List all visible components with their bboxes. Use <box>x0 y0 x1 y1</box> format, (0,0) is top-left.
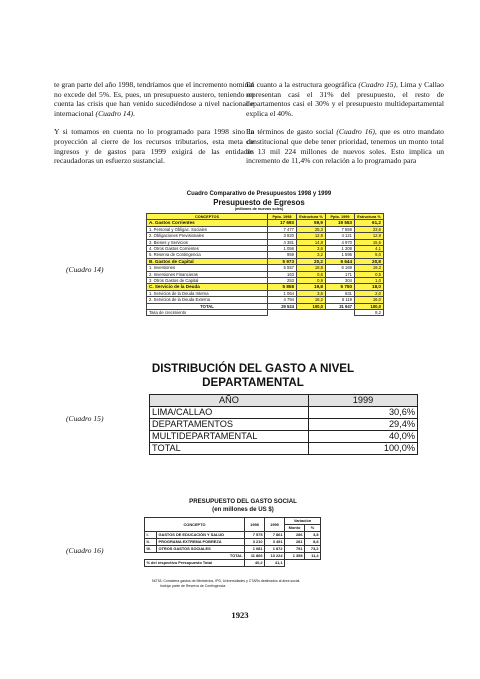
row-value: 5 557 <box>268 265 297 271</box>
row-label: 5. Reserva de Contingencia <box>147 252 268 258</box>
row-value: 1 872 <box>265 546 285 553</box>
row-value: 1 308 <box>326 246 355 252</box>
row-label: TOTAL <box>150 443 309 455</box>
column-header: Ppto. 1998 <box>268 214 297 220</box>
row-value: 23,6 <box>355 226 384 232</box>
row-value: 19,8 <box>297 284 326 290</box>
row-label: TOTAL <box>229 553 243 558</box>
table-header-row <box>150 395 418 407</box>
table-row <box>145 532 321 539</box>
column-header: CONCEPTO <box>145 518 245 532</box>
row-value: 14,8 <box>297 239 326 245</box>
row-label: PROGRAMA EXTREMA POBREZA <box>157 539 245 546</box>
row-value: 5 858 <box>268 284 297 290</box>
row-value: 5 973 <box>268 258 297 264</box>
row-value: 100,0 <box>355 303 384 309</box>
row-value: 18,0 <box>355 284 384 290</box>
row-value: 4 121 <box>326 233 355 239</box>
table-header-row <box>145 518 321 525</box>
row-label: A. Gastos Corrientes <box>147 220 268 226</box>
table-growth-row <box>147 310 384 316</box>
table-distribucion <box>149 394 418 455</box>
table-row <box>150 431 418 443</box>
row-label: Tasa de crecimiento <box>147 310 268 316</box>
table-total-row <box>145 553 321 560</box>
caption-cuadro-14: (Cuadro 14) <box>66 265 104 274</box>
column-header: 1998 <box>245 518 265 532</box>
row-value: 7 477 <box>268 226 297 232</box>
row-value: 1 358 <box>285 553 305 560</box>
row-value: 13 224 <box>265 553 285 560</box>
paragraph: te gran parte del año 1998, tendríamos que el incremento nominal no excede del 5%. Es, pues, un presupuesto austero, teniendo en cuenta las crisis que han venido sucediéndose a nivel nacional e internacional (Cuadro 14). <box>54 80 254 118</box>
row-value: 959 <box>268 252 297 258</box>
row-value: 12,9 <box>355 233 384 239</box>
row-label: TOTAL <box>147 303 268 309</box>
row-value: 41,1 <box>265 560 285 567</box>
row-value: 59,9 <box>297 220 326 226</box>
row-value: 6 644 <box>326 258 355 264</box>
row-value: 286 <box>285 532 305 539</box>
table14-unit: (millones de nuevos soles) <box>234 207 284 211</box>
table14-title: Cuadro Comparativo de Presupuestos 1998 y 1999 <box>186 191 332 197</box>
row-value: 3 210 <box>245 539 265 546</box>
row-value: 11 866 <box>245 553 265 560</box>
right-text-column <box>246 80 444 175</box>
table-row <box>150 443 418 455</box>
row-value: 20,2 <box>297 258 326 264</box>
row-number: III. <box>145 546 157 553</box>
row-value: 1 064 <box>268 290 297 296</box>
row-value: 2,0 <box>355 290 384 296</box>
row-value: 16,0 <box>355 297 384 303</box>
table14-subtitle: Presupuesto de Egresos <box>213 198 305 207</box>
row-value: 30,6% <box>309 407 418 419</box>
row-label: MULTIDEPARTAMENTAL <box>150 431 309 443</box>
table-row <box>145 539 321 546</box>
row-value: 3,6 <box>297 290 326 296</box>
row-value: 3,6 <box>297 246 326 252</box>
row-value: 0,9 <box>297 278 326 284</box>
column-header: Estructura % <box>355 214 384 220</box>
row-value: 0,6 <box>297 271 326 277</box>
row-label: C. Servicio de la Deuda <box>147 284 268 290</box>
row-value: 7 575 <box>245 532 265 539</box>
row-value: 5 119 <box>326 297 355 303</box>
row-value: 171 <box>326 271 355 277</box>
row-value: 7 861 <box>265 532 285 539</box>
row-number: I. <box>145 532 157 539</box>
row-value: 3 491 <box>265 539 285 546</box>
row-value: 163 <box>268 271 297 277</box>
row-value: 16,2 <box>297 297 326 303</box>
row-value: 1 595 <box>326 252 355 258</box>
page-number: 1923 <box>231 610 249 620</box>
row-value: 281 <box>285 539 305 546</box>
paragraph: En cuanto a la estructura geográfica (Cuadro 15), Lima y Callao representan casi el 31% del presupuesto, el resto de departamentos casi el 30% y el presupuesto multidepartamental explica el 40%. <box>246 80 444 118</box>
caption-cuadro-15: (Cuadro 15) <box>66 414 104 423</box>
paragraph: En términos de gasto social (Cuadro 16), que es otro mandato constitucional que debe tener prioridad, tenemos un monto total de 13 mil 224 millones de nuevos soles. Esto implica un incremento de 11,4% con relación a lo programado para <box>246 127 444 166</box>
row-value: 7 559 <box>326 226 355 232</box>
table-gasto-social <box>144 517 321 567</box>
row-value: 31 947 <box>326 303 355 309</box>
row-value: 4 794 <box>268 297 297 303</box>
row-value: 1,0 <box>355 278 384 284</box>
row-label: % del respectivo Presupuesto Total <box>145 560 245 567</box>
row-value: 3 820 <box>268 233 297 239</box>
row-value: 8,8 <box>305 539 321 546</box>
row-value: 19 553 <box>326 220 355 226</box>
row-label: 3. Bienes y Servicios <box>147 239 268 245</box>
caption-cuadro-16: (Cuadro 16) <box>66 546 104 555</box>
row-label: 1. Servicios de la Deuda Interna <box>147 290 268 296</box>
row-value: 253 <box>268 278 297 284</box>
row-label: 1. Inversiones <box>147 265 268 271</box>
table16-title: PRESUPUESTO DEL GASTO SOCIAL <box>189 498 297 505</box>
row-value: 17 693 <box>268 220 297 226</box>
row-label: OTROS GASTOS SOCIALES <box>157 546 245 553</box>
table15-title-line2: DEPARTAMENTAL <box>202 376 304 389</box>
row-value: 100,0 <box>297 303 326 309</box>
column-header: 1999 <box>309 395 418 407</box>
column-header: CONCEPTOS <box>147 214 268 220</box>
row-value: 3,8 <box>305 532 321 539</box>
table-row <box>150 419 418 431</box>
row-value: 61,2 <box>355 220 384 226</box>
row-label: 4. Otros Gastos Corrientes <box>147 246 268 252</box>
row-label: LIMA/CALLAO <box>150 407 309 419</box>
row-value: 29 524 <box>268 303 297 309</box>
row-value: 8,2 <box>355 310 384 316</box>
table-share-row <box>145 560 321 567</box>
row-value: 304 <box>326 278 355 284</box>
row-value: 1 081 <box>245 546 265 553</box>
row-label: B. Gastos de Capital <box>147 258 268 264</box>
row-value: 791 <box>285 546 305 553</box>
row-label: 3. Otros Gastos de Capital <box>147 278 268 284</box>
row-number: II. <box>145 539 157 546</box>
row-label: 2. Inversiones Financieras <box>147 271 268 277</box>
table16-subtitle: (en millones de US $) <box>212 506 274 513</box>
column-header: 1999 <box>265 518 285 532</box>
column-header: Monto <box>285 525 305 532</box>
row-value: 631 <box>326 290 355 296</box>
note-line: Incluye parte de Reserva de Contingencia. <box>160 584 227 589</box>
row-value: 11,4 <box>305 553 321 560</box>
column-header: Estructura % <box>297 214 326 220</box>
column-header: % <box>305 525 321 532</box>
row-label: 2. Servicios de la Deuda Externa <box>147 297 268 303</box>
column-header: Variación <box>285 518 321 525</box>
row-value: 100,0% <box>309 443 418 455</box>
row-value: 19,3 <box>355 265 384 271</box>
row-value: 73,2 <box>305 546 321 553</box>
left-text-column <box>54 80 254 175</box>
column-header: Ppto. 1999 <box>326 214 355 220</box>
row-value: 20,8 <box>355 258 384 264</box>
row-value: 12,9 <box>297 233 326 239</box>
paragraph: Y si tomamos en cuenta no lo programado para 1998 sino la proyección al cierre de los recursos tributarios, esta meta de ingresos y de gastos para 1999 exigirá de las entidades recaudadoras un esfuerzo sustancial. <box>54 127 254 166</box>
table-row <box>145 546 321 553</box>
row-value: 5,0 <box>355 252 384 258</box>
row-value: 40,2 <box>245 560 265 567</box>
row-value: 5 750 <box>326 284 355 290</box>
row-value: 25,3 <box>297 226 326 232</box>
row-label: GASTOS DE EDUCACIÓN Y SALUD <box>157 532 245 539</box>
table15-title-line1: DISTRIBUCIÓN DEL GASTO A NIVEL <box>151 362 355 375</box>
row-value: 0,5 <box>355 271 384 277</box>
table-egresos <box>146 213 384 316</box>
row-value: 3,2 <box>297 252 326 258</box>
row-value: 29,4% <box>309 419 418 431</box>
row-value: 18,8 <box>297 265 326 271</box>
row-value: 4 970 <box>326 239 355 245</box>
row-value: 6 169 <box>326 265 355 271</box>
column-header: AÑO <box>150 395 309 407</box>
table-row <box>150 407 418 419</box>
row-value: 1 056 <box>268 246 297 252</box>
row-label: 2. Obligaciones Previsionales <box>147 233 268 239</box>
row-label: DEPARTAMENTOS <box>150 419 309 431</box>
row-value: 40,0% <box>309 431 418 443</box>
row-value: 15,6 <box>355 239 384 245</box>
row-label: 1. Personal y Obligac. Sociales <box>147 226 268 232</box>
note-line: NOTA: Considera gastos de Ministerios, IPD, Universidades y CTARs destinados al área social. <box>152 579 301 583</box>
row-value: 4 381 <box>268 239 297 245</box>
row-value: 4,1 <box>355 246 384 252</box>
table16-note <box>152 579 352 590</box>
